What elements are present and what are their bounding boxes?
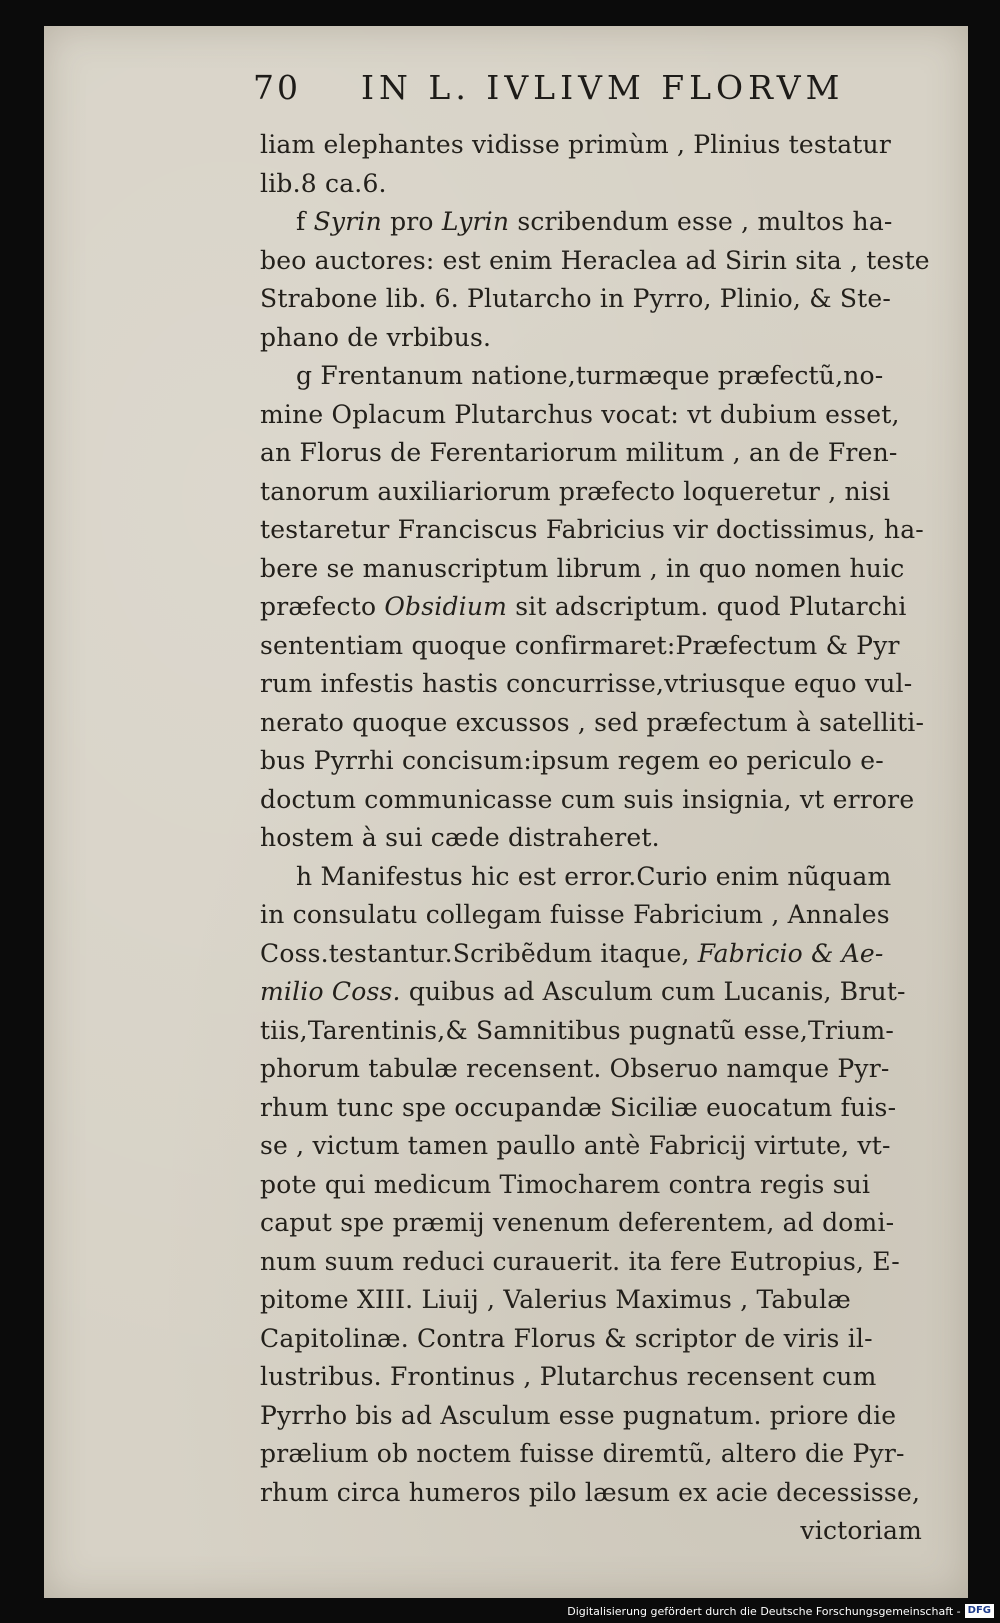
text-run: pro xyxy=(381,207,442,236)
text-line: phorum tabulæ recensent. Obseruo namque Pyr- xyxy=(260,1054,890,1083)
text-line: nerato quoque excussos , sed præfectum à satelliti- xyxy=(260,707,925,737)
text-line: mine Oplacum Plutarchus vocat: vt dubium esset, xyxy=(260,399,900,429)
page-number: 70 xyxy=(253,68,301,107)
text-line: prælium ob noctem fuisse diremtũ, altero die Pyr- xyxy=(260,1439,905,1468)
text-line xyxy=(260,588,960,627)
text-line xyxy=(260,935,960,974)
text-line: sententiam quoque confirmaret:Præfectum & Pyr xyxy=(260,630,900,660)
text-run: Coss.testantur.Scribẽdum itaque, xyxy=(260,938,698,968)
text-line: g Frentanum natione,turmæque præfectũ,no- xyxy=(296,361,884,390)
text-line: lustribus. Frontinus , Plutarchus recensent cum xyxy=(260,1362,877,1391)
text-run: sit adscriptum. quod Plutarchi xyxy=(507,592,907,621)
text-line: num suum reduci curauerit. ita fere Eutropius, E- xyxy=(260,1246,900,1276)
text-line: liam elephantes vidisse primùm , Plinius testatur xyxy=(260,130,891,159)
text-line: phano de vrbibus. xyxy=(260,322,492,352)
dfg-logo: DFG xyxy=(965,1604,994,1618)
text-line: pitome XIII. Liuij , Valerius Maximus , Tabulæ xyxy=(260,1285,851,1314)
text-line: lib.8 ca.6. xyxy=(260,168,387,198)
digitization-footer xyxy=(567,1601,994,1621)
text-run: præfecto xyxy=(260,592,385,621)
text-line: Capitolinæ. Contra Florus & scriptor de viris il- xyxy=(260,1323,873,1353)
text-line: Pyrrho bis ad Asculum esse pugnatum. priore die xyxy=(260,1400,897,1430)
text-line: doctum communicasse cum suis insignia, vt errore xyxy=(260,784,915,814)
text-line: an Florus de Ferentariorum militum , an de Fren- xyxy=(260,438,898,467)
page-header xyxy=(253,62,893,116)
italic-term: Syrin xyxy=(313,207,382,236)
text-line xyxy=(260,203,960,242)
text-run: quibus ad Asculum cum Lucanis, Brut- xyxy=(400,977,906,1006)
text-run: scribendum esse , multos ha- xyxy=(509,207,893,236)
text-line: beo auctores: est enim Heraclea ad Sirin sita , teste xyxy=(260,245,930,275)
footer-credit: Digitalisierung gefördert durch die Deutsche Forschungsgemeinschaft - xyxy=(567,1604,961,1618)
running-head: IN L. IVLIVM FLORVM xyxy=(361,68,845,107)
catchword: victoriam xyxy=(800,1516,922,1545)
text-line: rhum circa humeros pilo læsum ex acie decessisse, xyxy=(260,1477,921,1507)
italic-term: Lyrin xyxy=(441,207,510,236)
text-line: se , victum tamen paullo antè Fabricij virtute, vt- xyxy=(260,1131,891,1160)
text-line: hostem à sui cæde distraheret. xyxy=(260,823,660,852)
text-line: caput spe præmij venenum deferentem, ad domi- xyxy=(260,1208,895,1237)
text-line: testaretur Franciscus Fabricius vir doctissimus, ha- xyxy=(260,515,924,544)
text-line: h Manifestus hic est error.Curio enim nũquam xyxy=(296,861,892,891)
text-line: Strabone lib. 6. Plutarcho in Pyrro, Plinio, & Ste- xyxy=(260,284,892,313)
text-line xyxy=(260,973,960,1012)
text-line: bere se manuscriptum librum , in quo nomen huic xyxy=(260,553,905,583)
text-line: in consulatu collegam fuisse Fabricium , Annales xyxy=(260,900,890,929)
note-marker-f: f xyxy=(296,207,314,236)
text-line: tiis,Tarentinis,& Samnitibus pugnatũ esse,Trium- xyxy=(260,1015,895,1045)
text-line: pote qui medicum Timocharem contra regis sui xyxy=(260,1169,871,1199)
italic-term: Fabricio & Ae- xyxy=(697,938,884,968)
text-line: rhum tunc spe occupandæ Siciliæ euocatum fuis- xyxy=(260,1092,897,1122)
italic-term: milio Coss. xyxy=(260,977,401,1006)
text-line: bus Pyrrhi concisum:ipsum regem eo periculo e- xyxy=(260,746,884,775)
text-line: rum infestis hastis concurrisse,vtriusque equo vul- xyxy=(260,669,913,698)
text-line: tanorum auxiliariorum præfecto loqueretur , nisi xyxy=(260,476,891,506)
body-text xyxy=(260,126,960,1551)
italic-term: Obsidium xyxy=(384,592,508,621)
